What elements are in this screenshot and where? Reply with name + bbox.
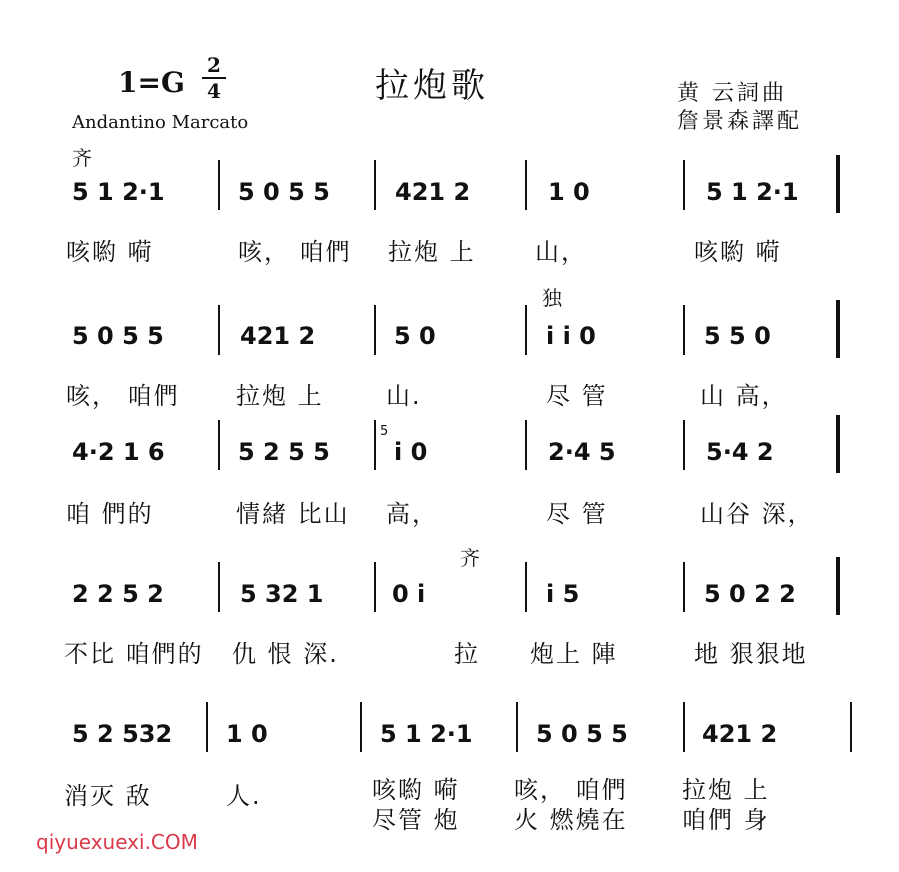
barline: [836, 155, 840, 213]
barline: [683, 305, 685, 355]
row3-m2-lyrics: 情緒 比山: [236, 500, 350, 528]
barline: [374, 420, 376, 470]
grace-note: 5: [380, 424, 389, 439]
unison-mark: 齐: [460, 546, 480, 570]
row1-m5-notes: 5 1 2·1: [706, 178, 799, 206]
row1-m2-lyrics: 咳， 咱們: [238, 238, 352, 266]
row5-m4-notes: 5 0 5 5: [536, 720, 628, 748]
row5-m1-lyrics: 消灭 敌: [64, 782, 152, 810]
row5-m5-lyrics-verse2: 咱們 身: [682, 806, 770, 834]
row3-m2-notes: 5 2 5 5: [238, 438, 330, 466]
barline: [374, 562, 376, 612]
row2-m2-notes: 421 2: [240, 322, 316, 350]
row2-m3-lyrics: 山.: [386, 382, 422, 410]
unison-mark: 齐: [72, 146, 92, 170]
row3-m5-lyrics: 山谷 深，: [700, 500, 814, 528]
row3-m1-lyrics: 咱 們的: [66, 500, 154, 528]
barline: [683, 420, 685, 470]
barline: [683, 160, 685, 210]
solo-mark: 独: [542, 286, 562, 310]
row4-m1-lyrics: 不比 咱們的: [64, 640, 204, 668]
meter-top: 2: [207, 53, 221, 77]
row1-m4-lyrics: 山，: [535, 238, 587, 266]
barline: [374, 160, 376, 210]
barline: [836, 415, 840, 473]
row4-m2-lyrics: 仇 恨 深.: [232, 640, 339, 668]
barline: [683, 702, 685, 752]
row3-m3-notes: i 0: [394, 438, 428, 466]
row5-m2-notes: 1 0: [226, 720, 268, 748]
barline: [516, 702, 518, 752]
row4-m2-notes: 5 32 1: [240, 580, 324, 608]
row3-m4-notes: 2·4 5: [548, 438, 616, 466]
row3-m1-notes: 4·2 1 6: [72, 438, 165, 466]
row5-m5-lyrics: 拉炮 上: [682, 776, 770, 804]
row1-m1-notes: 5 1 2·1: [72, 178, 165, 206]
row1-m3-notes: 421 2: [395, 178, 471, 206]
barline: [836, 300, 840, 358]
barline: [525, 562, 527, 612]
row4-m4-notes: i 5: [546, 580, 580, 608]
row5-m1-notes: 5 2 532: [72, 720, 173, 748]
row5-m5-notes: 421 2: [702, 720, 778, 748]
lyricist-credit: 黄 云詞曲: [677, 81, 787, 106]
row2-m5-lyrics: 山 高，: [700, 382, 788, 410]
row2-m1-lyrics: 咳， 咱們: [66, 382, 180, 410]
row2-m3-notes: 5 0: [394, 322, 436, 350]
row1-m2-notes: 5 0 5 5: [238, 178, 330, 206]
barline: [525, 160, 527, 210]
site-watermark: qiyuexuexi.COM: [36, 830, 198, 854]
row5-m3-lyrics: 咳喲 嗬: [372, 776, 460, 804]
barline: [683, 562, 685, 612]
barline: [218, 160, 220, 210]
row4-m3-lyrics: 拉: [454, 640, 480, 668]
row1-m5-lyrics: 咳喲 嗬: [694, 238, 782, 266]
row1-m3-lyrics: 拉炮 上: [388, 238, 476, 266]
barline: [850, 702, 852, 752]
barline: [836, 557, 840, 615]
row2-m1-notes: 5 0 5 5: [72, 322, 164, 350]
key-signature: 1=G: [118, 66, 185, 99]
row2-m4-lyrics: 尽 管: [546, 382, 608, 410]
row5-m4-lyrics: 咳， 咱們: [514, 776, 628, 804]
barline: [374, 305, 376, 355]
barline: [218, 420, 220, 470]
barline: [206, 702, 208, 752]
barline: [218, 305, 220, 355]
row2-m4-notes: i i 0: [546, 322, 596, 350]
row5-m3-notes: 5 1 2·1: [380, 720, 473, 748]
row4-m4-lyrics: 炮上 陣: [530, 640, 618, 668]
row4-m3-notes: 0 i: [392, 580, 426, 608]
time-signature: [202, 54, 226, 102]
arranger-credit: 詹景森譯配: [677, 109, 803, 134]
row4-m1-notes: 2 2 5 2: [72, 580, 164, 608]
row5-m2-lyrics: 人.: [226, 782, 262, 810]
row3-m4-lyrics: 尽 管: [546, 500, 608, 528]
row2-m5-notes: 5 5 0: [704, 322, 771, 350]
row4-m5-notes: 5 0 2 2: [704, 580, 796, 608]
row2-m2-lyrics: 拉炮 上: [236, 382, 324, 410]
song-title: 拉炮歌: [375, 66, 489, 106]
row5-m4-lyrics-verse2: 火 燃燒在: [514, 806, 628, 834]
row1-m1-lyrics: 咳喲 嗬: [66, 238, 154, 266]
row4-m5-lyrics: 地 狠狠地: [694, 640, 808, 668]
row3-m3-lyrics: 高，: [386, 500, 438, 528]
barline: [525, 420, 527, 470]
meter-bottom: 4: [207, 79, 221, 103]
row3-m5-notes: 5·4 2: [706, 438, 774, 466]
row5-m3-lyrics-verse2: 尽管 炮: [372, 806, 460, 834]
row1-m4-notes: 1 0: [548, 178, 590, 206]
barline: [360, 702, 362, 752]
tempo-marking: Andantino Marcato: [72, 112, 249, 133]
barline: [525, 305, 527, 355]
barline: [218, 562, 220, 612]
